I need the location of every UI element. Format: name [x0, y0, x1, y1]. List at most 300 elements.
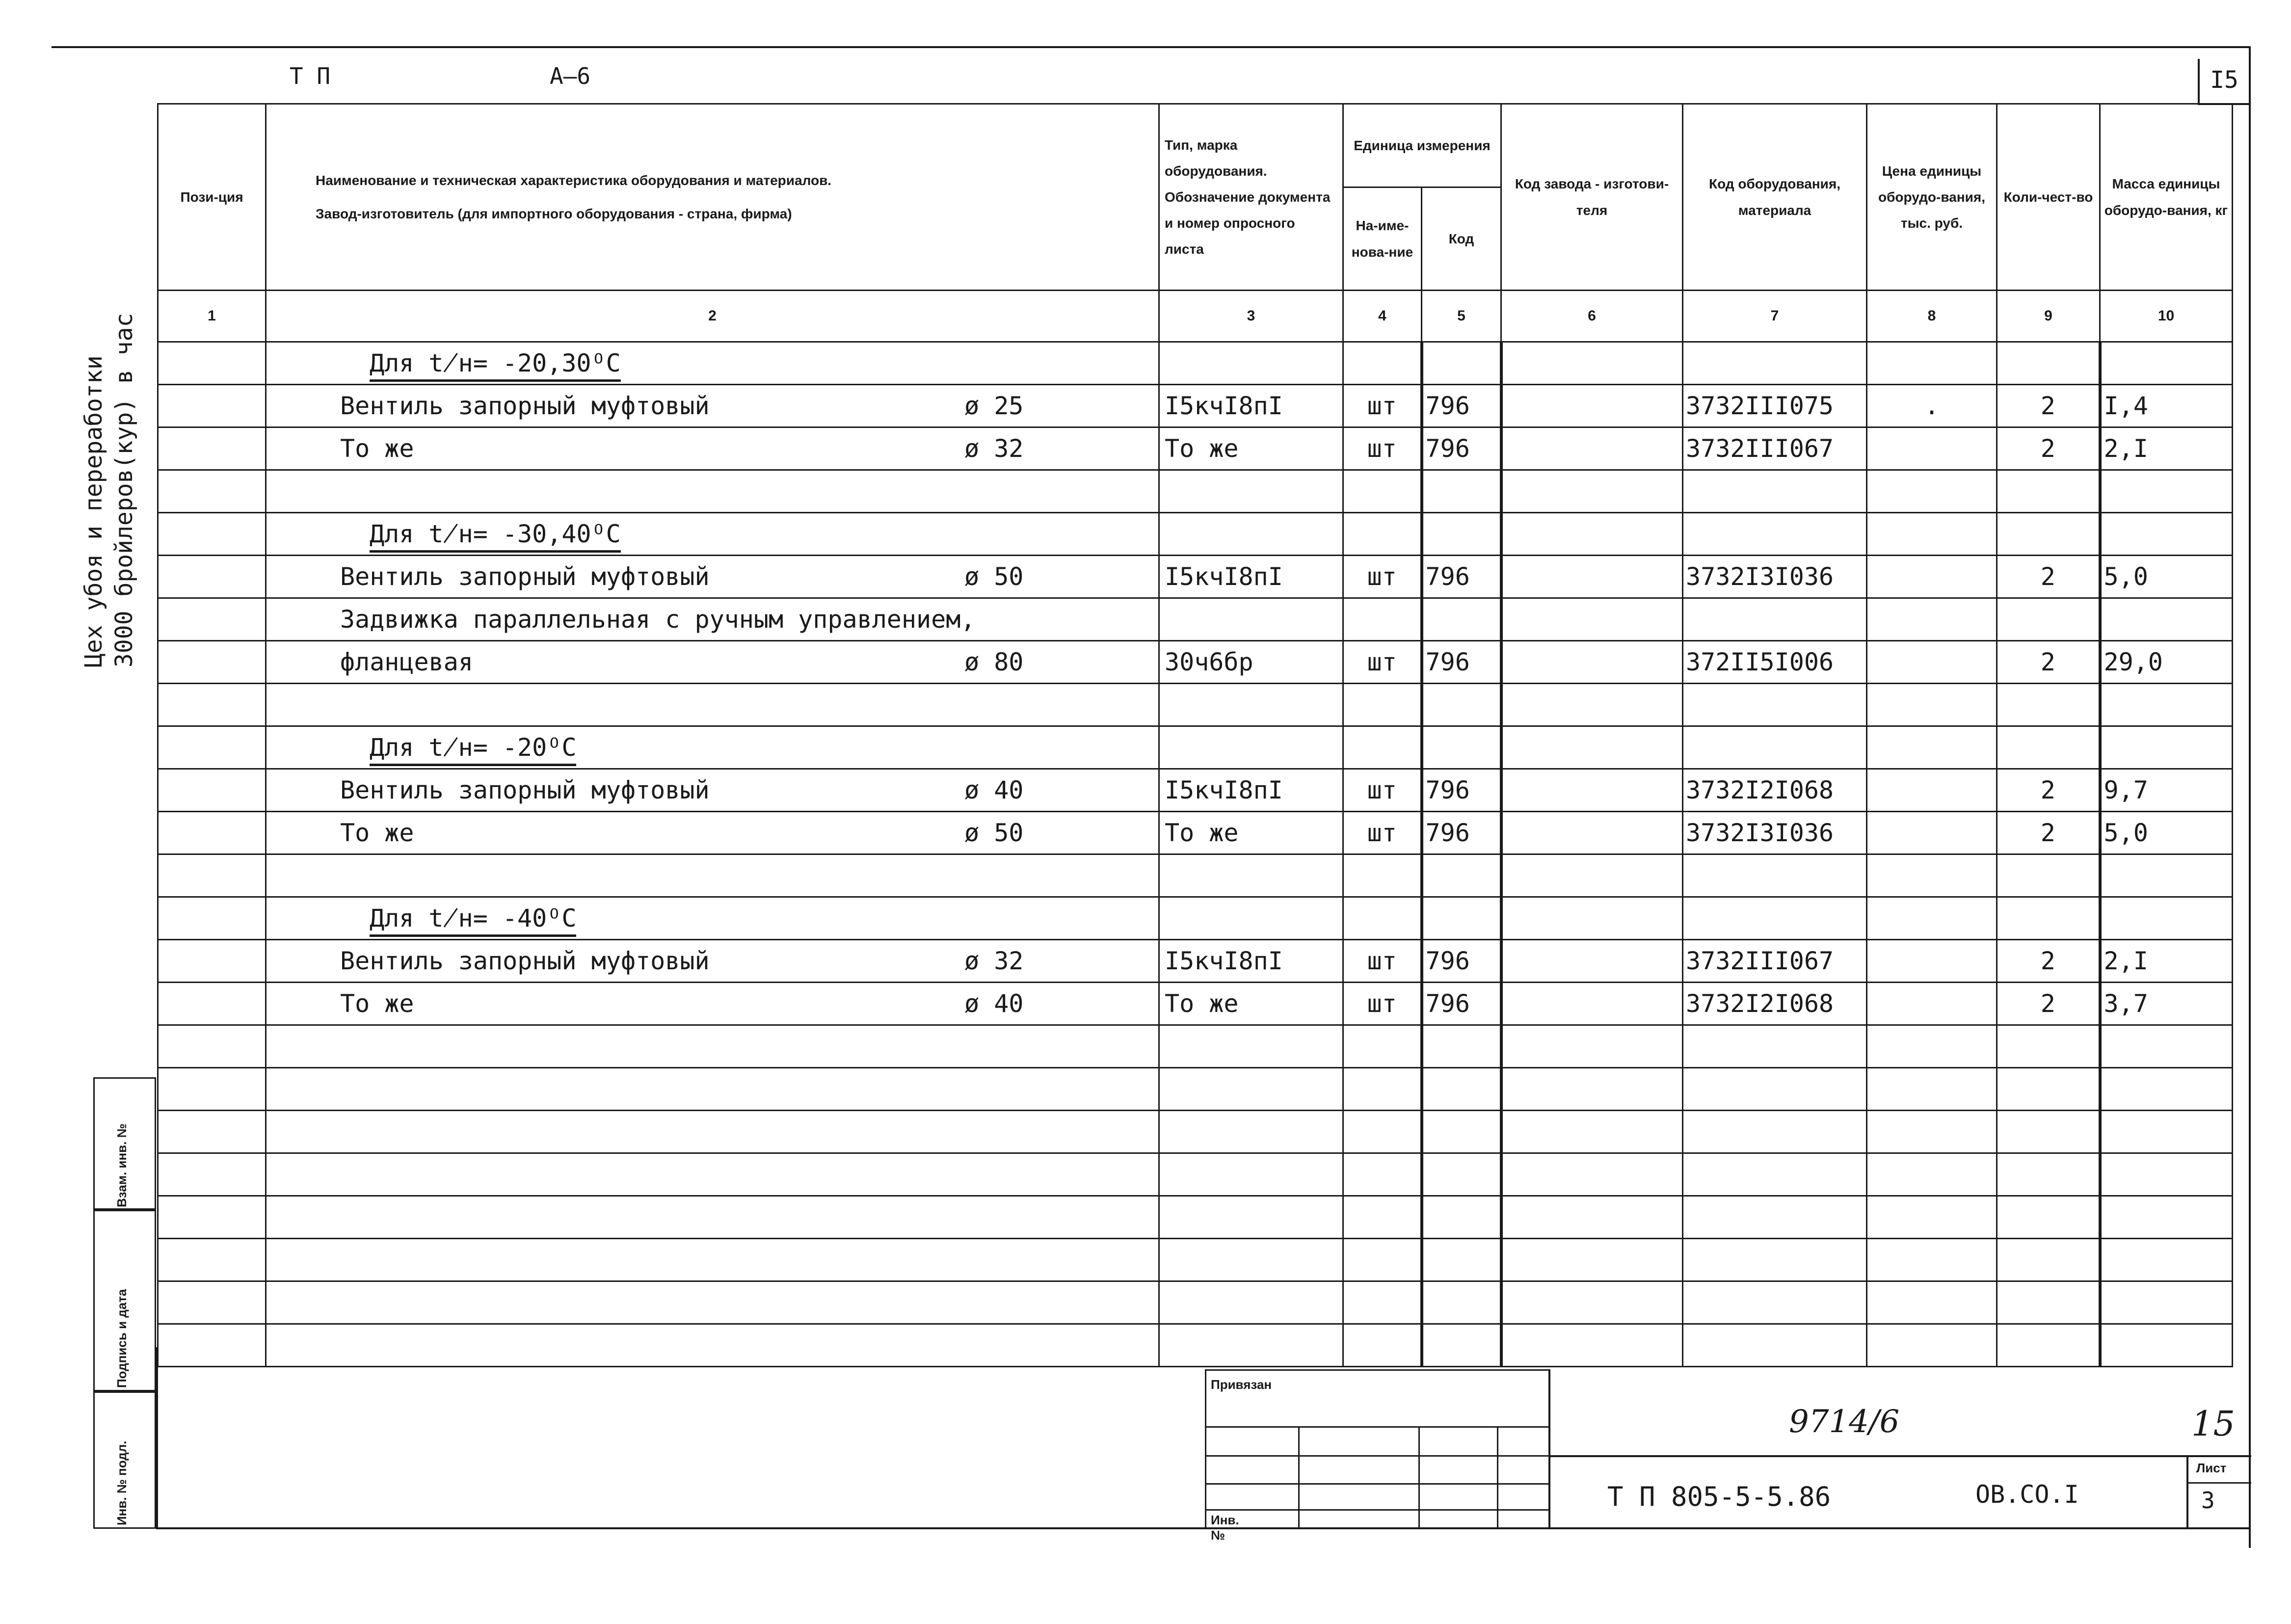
equipment-code-cell	[1683, 598, 1867, 641]
table-row	[158, 385, 2233, 427]
table-row	[158, 598, 2233, 641]
column-number-8: 8	[1867, 291, 1997, 342]
equipment-code-cell: 372II5I006	[1683, 641, 1867, 684]
mass-cell	[2100, 1324, 2233, 1367]
column-number-5: 5	[1422, 291, 1501, 342]
quantity-cell	[1997, 1025, 2100, 1068]
mass-cell: 5,0	[2100, 556, 2233, 598]
table-row	[158, 427, 2233, 470]
column-number-9: 9	[1997, 291, 2100, 342]
header-quantity: Коли-чест-во	[1997, 104, 2100, 291]
unit-code-cell	[1422, 726, 1501, 769]
type-cell	[1159, 1324, 1343, 1367]
price-cell	[1867, 1196, 1997, 1239]
factory-code-cell	[1501, 1281, 1683, 1324]
mass-cell	[2100, 684, 2233, 726]
column-number-2: 2	[266, 291, 1159, 342]
factory-code-cell	[1501, 684, 1683, 726]
type-cell	[1159, 897, 1343, 940]
mass-cell	[2100, 1068, 2233, 1111]
equipment-code-cell	[1683, 726, 1867, 769]
document-code: Т П 805-5-5.86	[1607, 1481, 1831, 1512]
item-name: Вентиль запорный муфтовый	[340, 562, 710, 591]
table-row	[158, 769, 2233, 812]
specification-table	[157, 103, 2233, 1367]
unit-name-cell	[1343, 1068, 1422, 1111]
header-type: Тип, марка оборудования. Обозначение документа и номер опросного листа	[1159, 104, 1343, 291]
item-name: То же	[340, 819, 414, 847]
factory-code-cell	[1501, 897, 1683, 940]
group-heading-text: Для t̸н= -40ᴼC	[370, 904, 576, 937]
quantity-cell	[1997, 1324, 2100, 1367]
unit-code-cell	[1422, 598, 1501, 641]
unit-code-cell	[1422, 1025, 1501, 1068]
factory-code-cell	[1501, 1324, 1683, 1367]
price-cell	[1867, 769, 1997, 812]
unit-code-cell: 796	[1422, 556, 1501, 598]
item-name-cell	[266, 1153, 1159, 1196]
position-cell	[158, 1196, 266, 1239]
factory-code-cell	[1501, 470, 1683, 513]
type-cell: I5кчI8пI	[1159, 940, 1343, 983]
price-cell	[1867, 1111, 1997, 1153]
quantity-cell	[1997, 342, 2100, 385]
unit-name-cell: шт	[1343, 940, 1422, 983]
blank-row	[158, 470, 2233, 513]
position-cell	[158, 1281, 266, 1324]
header-unit-code: Код	[1422, 187, 1501, 291]
quantity-cell	[1997, 470, 2100, 513]
factory-code-cell	[1501, 854, 1683, 897]
group-heading-cell	[266, 726, 1159, 769]
header-row-top	[158, 104, 2233, 187]
unit-name-cell	[1343, 897, 1422, 940]
sheet-number: 3	[2201, 1487, 2215, 1514]
header-factory-code: Код завода - изготови-теля	[1501, 104, 1683, 291]
group-heading-text: Для t̸н= -20,30ᴼC	[370, 349, 621, 382]
unit-name-cell	[1343, 513, 1422, 556]
item-diameter: ø 50	[964, 562, 1024, 591]
unit-code-cell: 796	[1422, 427, 1501, 470]
mass-cell: 5,0	[2100, 812, 2233, 854]
equipment-code-cell	[1683, 1324, 1867, 1367]
unit-code-cell	[1422, 1281, 1501, 1324]
position-cell	[158, 513, 266, 556]
factory-code-cell	[1501, 427, 1683, 470]
type-cell	[1159, 726, 1343, 769]
mass-cell	[2100, 1196, 2233, 1239]
item-name-cell	[266, 598, 1159, 641]
header-name	[266, 104, 1159, 291]
price-cell	[1867, 854, 1997, 897]
price-cell	[1867, 1239, 1997, 1281]
position-cell	[158, 726, 266, 769]
type-cell	[1159, 1196, 1343, 1239]
frame-right-border	[2249, 46, 2251, 1548]
type-cell	[1159, 684, 1343, 726]
equipment-code-cell	[1683, 684, 1867, 726]
item-name-cell	[266, 1111, 1159, 1153]
unit-code-cell	[1422, 1324, 1501, 1367]
mass-cell	[2100, 1025, 2233, 1068]
type-cell	[1159, 1111, 1343, 1153]
mass-cell: 29,0	[2100, 641, 2233, 684]
unit-name-cell	[1343, 726, 1422, 769]
type-cell: То же	[1159, 812, 1343, 854]
unit-name-cell	[1343, 1153, 1422, 1196]
quantity-cell	[1997, 726, 2100, 769]
unit-name-cell	[1343, 1111, 1422, 1153]
equipment-code-cell	[1683, 854, 1867, 897]
item-diameter: ø 32	[964, 434, 1024, 463]
equipment-code-cell: 3732I3I036	[1683, 812, 1867, 854]
blank-row	[158, 1111, 2233, 1153]
table-row	[158, 641, 2233, 684]
position-cell	[158, 556, 266, 598]
item-name-cell	[266, 812, 1159, 854]
blank-row	[158, 1239, 2233, 1281]
type-cell	[1159, 1239, 1343, 1281]
price-cell	[1867, 812, 1997, 854]
quantity-cell: 2	[1997, 812, 2100, 854]
column-number-10: 10	[2100, 291, 2233, 342]
unit-name-cell: шт	[1343, 427, 1422, 470]
column-number-6: 6	[1501, 291, 1683, 342]
position-cell	[158, 983, 266, 1025]
unit-code-cell: 796	[1422, 769, 1501, 812]
mass-cell: I,4	[2100, 385, 2233, 427]
price-cell	[1867, 342, 1997, 385]
factory-code-cell	[1501, 513, 1683, 556]
type-cell	[1159, 1281, 1343, 1324]
unit-name-cell: шт	[1343, 769, 1422, 812]
factory-code-cell	[1501, 983, 1683, 1025]
unit-name-cell: шт	[1343, 385, 1422, 427]
position-cell	[158, 854, 266, 897]
corner-sheet-number: I5	[2210, 66, 2238, 94]
table-body	[158, 342, 2233, 1367]
quantity-cell	[1997, 1196, 2100, 1239]
unit-code-cell	[1422, 470, 1501, 513]
quantity-cell	[1997, 897, 2100, 940]
table-row	[158, 940, 2233, 983]
stamp-inv-orig-label: Инв. № подл.	[114, 1440, 129, 1525]
quantity-cell: 2	[1997, 385, 2100, 427]
type-cell	[1159, 470, 1343, 513]
factory-code-cell	[1501, 556, 1683, 598]
item-name-cell	[266, 1324, 1159, 1367]
sheet-label: Лист	[2196, 1461, 2227, 1475]
price-cell	[1867, 1025, 1997, 1068]
column-number-4: 4	[1343, 291, 1422, 342]
type-cell	[1159, 854, 1343, 897]
mass-cell	[2100, 513, 2233, 556]
header-name-line1: Наименование и техническая характеристика оборудования и материалов.	[316, 173, 832, 188]
mass-cell	[2100, 342, 2233, 385]
item-name: Вентиль запорный муфтовый	[340, 392, 710, 420]
group-heading-row	[158, 513, 2233, 556]
item-name-cell	[266, 983, 1159, 1025]
blank-row	[158, 1068, 2233, 1111]
equipment-code-cell	[1683, 1239, 1867, 1281]
unit-code-cell: 796	[1422, 940, 1501, 983]
price-cell	[1867, 726, 1997, 769]
factory-code-cell	[1501, 726, 1683, 769]
unit-name-cell	[1343, 1025, 1422, 1068]
unit-code-cell	[1422, 1196, 1501, 1239]
item-name-cell	[266, 470, 1159, 513]
header-price: Цена единицы оборудо-вания, тыс. руб.	[1867, 104, 1997, 291]
column-number-7: 7	[1683, 291, 1867, 342]
header-equipment-code: Код оборудования, материала	[1683, 104, 1867, 291]
unit-name-cell	[1343, 342, 1422, 385]
equipment-code-cell	[1683, 1281, 1867, 1324]
item-name: То же	[340, 989, 414, 1018]
unit-code-cell: 796	[1422, 983, 1501, 1025]
equipment-code-cell: 3732III067	[1683, 427, 1867, 470]
equipment-code-cell	[1683, 1153, 1867, 1196]
position-cell	[158, 598, 266, 641]
blank-row	[158, 1025, 2233, 1068]
equipment-code-cell: 3732I3I036	[1683, 556, 1867, 598]
quantity-cell	[1997, 1153, 2100, 1196]
header-mass: Масса единицы оборудо-вания, кг	[2100, 104, 2233, 291]
table-row	[158, 556, 2233, 598]
unit-name-cell	[1343, 684, 1422, 726]
mass-cell: 3,7	[2100, 983, 2233, 1025]
item-name: Задвижка параллельная с ручным управлением,	[340, 605, 976, 634]
type-cell: I5кчI8пI	[1159, 385, 1343, 427]
frame-bottom-border	[156, 1527, 2251, 1529]
item-diameter: ø 40	[964, 989, 1024, 1018]
header-unit-name: На-име-нова-ние	[1343, 187, 1422, 291]
item-name-cell	[266, 684, 1159, 726]
mass-cell: 2,I	[2100, 940, 2233, 983]
position-cell	[158, 769, 266, 812]
price-cell	[1867, 598, 1997, 641]
position-cell	[158, 897, 266, 940]
equipment-code-cell: 3732I2I068	[1683, 769, 1867, 812]
quantity-cell	[1997, 854, 2100, 897]
column-number-1: 1	[158, 291, 266, 342]
stamp-swap-inv-cell	[93, 1077, 156, 1210]
column-number-row	[158, 291, 2233, 342]
item-name-cell	[266, 1025, 1159, 1068]
quantity-cell	[1997, 513, 2100, 556]
equipment-code-cell	[1683, 1196, 1867, 1239]
table-row	[158, 812, 2233, 854]
stamp-sign-date-label: Подпись и дата	[114, 1289, 129, 1388]
factory-code-cell	[1501, 940, 1683, 983]
unit-code-cell	[1422, 1153, 1501, 1196]
unit-code-cell	[1422, 854, 1501, 897]
price-cell	[1867, 1324, 1997, 1367]
side-caption	[79, 313, 139, 667]
price-cell	[1867, 513, 1997, 556]
blank-row	[158, 1324, 2233, 1367]
equipment-code-cell	[1683, 1068, 1867, 1111]
position-cell	[158, 940, 266, 983]
unit-code-cell: 796	[1422, 812, 1501, 854]
header-position: Пози-ция	[158, 104, 266, 291]
equipment-code-cell	[1683, 897, 1867, 940]
item-diameter: ø 80	[964, 648, 1024, 676]
item-name-cell	[266, 769, 1159, 812]
unit-code-cell	[1422, 897, 1501, 940]
frame-left-lower	[156, 1347, 158, 1529]
quantity-cell	[1997, 684, 2100, 726]
factory-code-cell	[1501, 812, 1683, 854]
unit-name-cell: шт	[1343, 556, 1422, 598]
item-name: Вентиль запорный муфтовый	[340, 947, 710, 975]
position-cell	[158, 385, 266, 427]
unit-name-cell	[1343, 1239, 1422, 1281]
type-cell	[1159, 342, 1343, 385]
handwritten-page: 15	[2191, 1404, 2236, 1444]
column-number-3: 3	[1159, 291, 1343, 342]
blank-row	[158, 1153, 2233, 1196]
item-name-cell	[266, 385, 1159, 427]
mass-cell: 9,7	[2100, 769, 2233, 812]
price-cell	[1867, 470, 1997, 513]
quantity-cell: 2	[1997, 940, 2100, 983]
quantity-cell: 2	[1997, 641, 2100, 684]
position-cell	[158, 427, 266, 470]
factory-code-cell	[1501, 385, 1683, 427]
unit-name-cell: шт	[1343, 641, 1422, 684]
group-heading-cell	[266, 513, 1159, 556]
item-name-cell	[266, 854, 1159, 897]
type-cell: 30ч6бр	[1159, 641, 1343, 684]
item-name-cell	[266, 427, 1159, 470]
unit-name-cell	[1343, 1196, 1422, 1239]
unit-code-cell: 796	[1422, 641, 1501, 684]
mass-cell	[2100, 1281, 2233, 1324]
quantity-cell: 2	[1997, 769, 2100, 812]
factory-code-cell	[1501, 1196, 1683, 1239]
group-heading-row	[158, 897, 2233, 940]
left-stamp	[93, 1077, 156, 1529]
unit-name-cell: шт	[1343, 812, 1422, 854]
price-cell	[1867, 641, 1997, 684]
album-code: А–6	[550, 63, 591, 89]
type-cell	[1159, 1025, 1343, 1068]
table-row	[158, 983, 2233, 1025]
type-cell	[1159, 513, 1343, 556]
mass-cell	[2100, 598, 2233, 641]
handwritten-number: 9714/6	[1789, 1404, 1900, 1440]
item-name: фланцевая	[340, 648, 473, 676]
frame-top-border	[52, 46, 2250, 48]
group-heading-text: Для t̸н= -30,40ᴼC	[370, 520, 621, 553]
quantity-cell	[1997, 1239, 2100, 1281]
unit-code-cell	[1422, 1239, 1501, 1281]
position-cell	[158, 684, 266, 726]
price-cell	[1867, 684, 1997, 726]
item-diameter: ø 50	[964, 819, 1024, 847]
group-heading-cell	[266, 342, 1159, 385]
mass-cell: 2,I	[2100, 427, 2233, 470]
price-cell	[1867, 556, 1997, 598]
position-cell	[158, 1068, 266, 1111]
group-heading-row	[158, 726, 2233, 769]
quantity-cell	[1997, 1111, 2100, 1153]
side-caption-line2: 3000 бройлеров(кур) в час	[110, 313, 138, 667]
type-cell	[1159, 1068, 1343, 1111]
price-cell: .	[1867, 385, 1997, 427]
unit-code-cell	[1422, 684, 1501, 726]
bound-label: Привязан	[1211, 1377, 1272, 1392]
item-name-cell	[266, 1281, 1159, 1324]
item-name-cell	[266, 641, 1159, 684]
price-cell	[1867, 1068, 1997, 1111]
item-name-cell	[266, 556, 1159, 598]
unit-name-cell	[1343, 1281, 1422, 1324]
unit-name-cell	[1343, 1324, 1422, 1367]
unit-name-cell: шт	[1343, 983, 1422, 1025]
factory-code-cell	[1501, 342, 1683, 385]
item-diameter: ø 32	[964, 947, 1024, 975]
item-name: То же	[340, 434, 414, 463]
blank-row	[158, 684, 2233, 726]
equipment-code-cell	[1683, 470, 1867, 513]
group-heading-row	[158, 342, 2233, 385]
mass-cell	[2100, 726, 2233, 769]
item-diameter: ø 40	[964, 776, 1024, 804]
series-code: Т П	[290, 63, 331, 89]
blank-row	[158, 1196, 2233, 1239]
quantity-cell: 2	[1997, 983, 2100, 1025]
equipment-code-cell: 3732I2I068	[1683, 983, 1867, 1025]
item-name-cell	[266, 940, 1159, 983]
item-name-cell	[266, 1196, 1159, 1239]
quantity-cell	[1997, 1068, 2100, 1111]
factory-code-cell	[1501, 1239, 1683, 1281]
group-heading-cell	[266, 897, 1159, 940]
unit-code-cell	[1422, 513, 1501, 556]
equipment-code-cell	[1683, 513, 1867, 556]
price-cell	[1867, 1281, 1997, 1324]
stamp-sign-date-cell	[93, 1210, 156, 1391]
factory-code-cell	[1501, 641, 1683, 684]
equipment-code-cell	[1683, 342, 1867, 385]
mass-cell	[2100, 1239, 2233, 1281]
position-cell	[158, 1153, 266, 1196]
price-cell	[1867, 897, 1997, 940]
blank-row	[158, 1281, 2233, 1324]
position-cell	[158, 1239, 266, 1281]
stamp-inv-orig-cell	[93, 1391, 156, 1529]
corner-sheet-box	[2198, 59, 2249, 105]
factory-code-cell	[1501, 1111, 1683, 1153]
factory-code-cell	[1501, 769, 1683, 812]
factory-code-cell	[1501, 1068, 1683, 1111]
position-cell	[158, 641, 266, 684]
quantity-cell: 2	[1997, 427, 2100, 470]
factory-code-cell	[1501, 1025, 1683, 1068]
type-cell: I5кчI8пI	[1159, 769, 1343, 812]
unit-name-cell	[1343, 854, 1422, 897]
price-cell	[1867, 940, 1997, 983]
price-cell	[1867, 1153, 1997, 1196]
position-cell	[158, 1324, 266, 1367]
price-cell	[1867, 427, 1997, 470]
position-cell	[158, 1025, 266, 1068]
factory-code-cell	[1501, 598, 1683, 641]
side-caption-line1: Цех убоя и переработки	[80, 355, 107, 667]
unit-code-cell: 796	[1422, 385, 1501, 427]
position-cell	[158, 1111, 266, 1153]
